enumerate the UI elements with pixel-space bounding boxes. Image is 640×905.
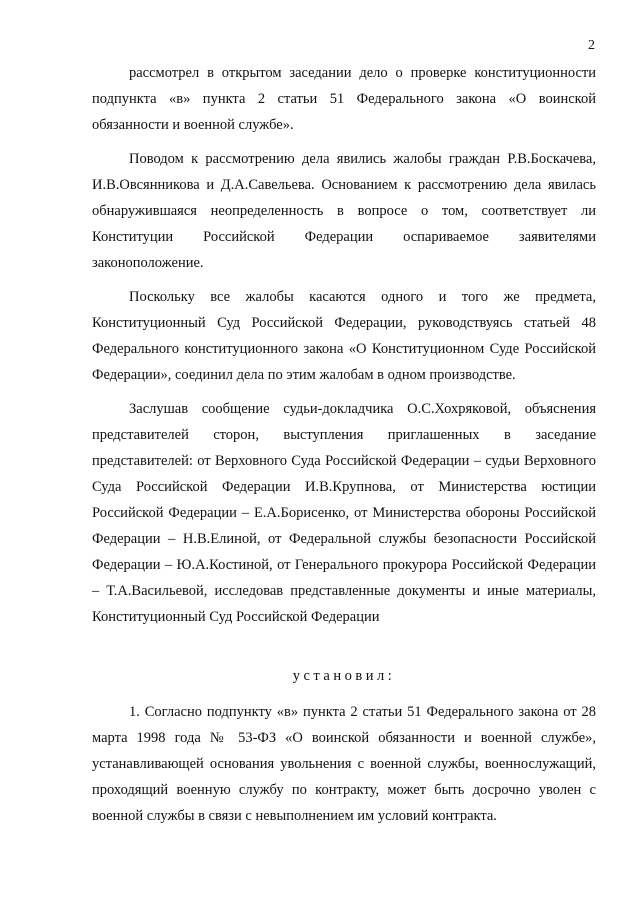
document-body [92, 60, 596, 829]
page-number: 2 [588, 38, 595, 53]
paragraph-hearing: Заслушав сообщение судьи-докладчика О.С.Хохряковой, объяснения представителей сторон, выступления приглашенных в заседание представителей: от Верховного Суда Российской Федерации – судьи Верховного Суда Российской Федерации И.В.Крупнова, от Министерства юстиции Российской Федерации – Е.А.Борисенко, от Министерства обороны Российской Федерации – Н.В.Елиной, от Федеральной службы безопасности Российской Федерации – Ю.А.Костиной, от Генерального прокурора Российской Федерации – Т.А.Васильевой, исследовав представленные документы и иные материалы, Конституционный Суд Российской Федерации [92, 401, 596, 625]
paragraph-grounds: Поводом к рассмотрению дела явились жалобы граждан Р.В.Боскачева, И.В.Овсянникова и Д.А.Савельева. Основанием к рассмотрению дела явилась обнаружившаяся неопределенность в вопросе о том, соответствует ли Конституции Российской Федерации оспариваемое заявителями законоположение. [92, 151, 596, 271]
paragraph-case-review: рассмотрел в открытом заседании дело о проверке конституционности подпункта «в» пункта 2 статьи 51 Федерального закона «О воинской обязанности и военной службе». [92, 65, 596, 133]
section-heading: установил: [292, 668, 396, 684]
paragraph-joinder: Поскольку все жалобы касаются одного и того же предмета, Конституционный Суд Российской Федерации, руководствуясь статьей 48 Федерального конституционного закона «О Конституционном Суде Российской Федерации», соединил дела по этим жалобам в одном производстве. [92, 289, 596, 383]
paragraph-ruling-1: 1. Согласно подпункту «в» пункта 2 статьи 51 Федерального закона от 28 марта 1998 года № 53-ФЗ «О воинской обязанности и военной службе», устанавливающей основания увольнения с военной службы, военнослужащий, проходящий военную службу по контракту, может быть досрочно уволен с военной службы в связи с невыполнением им условий контракта. [92, 704, 596, 824]
